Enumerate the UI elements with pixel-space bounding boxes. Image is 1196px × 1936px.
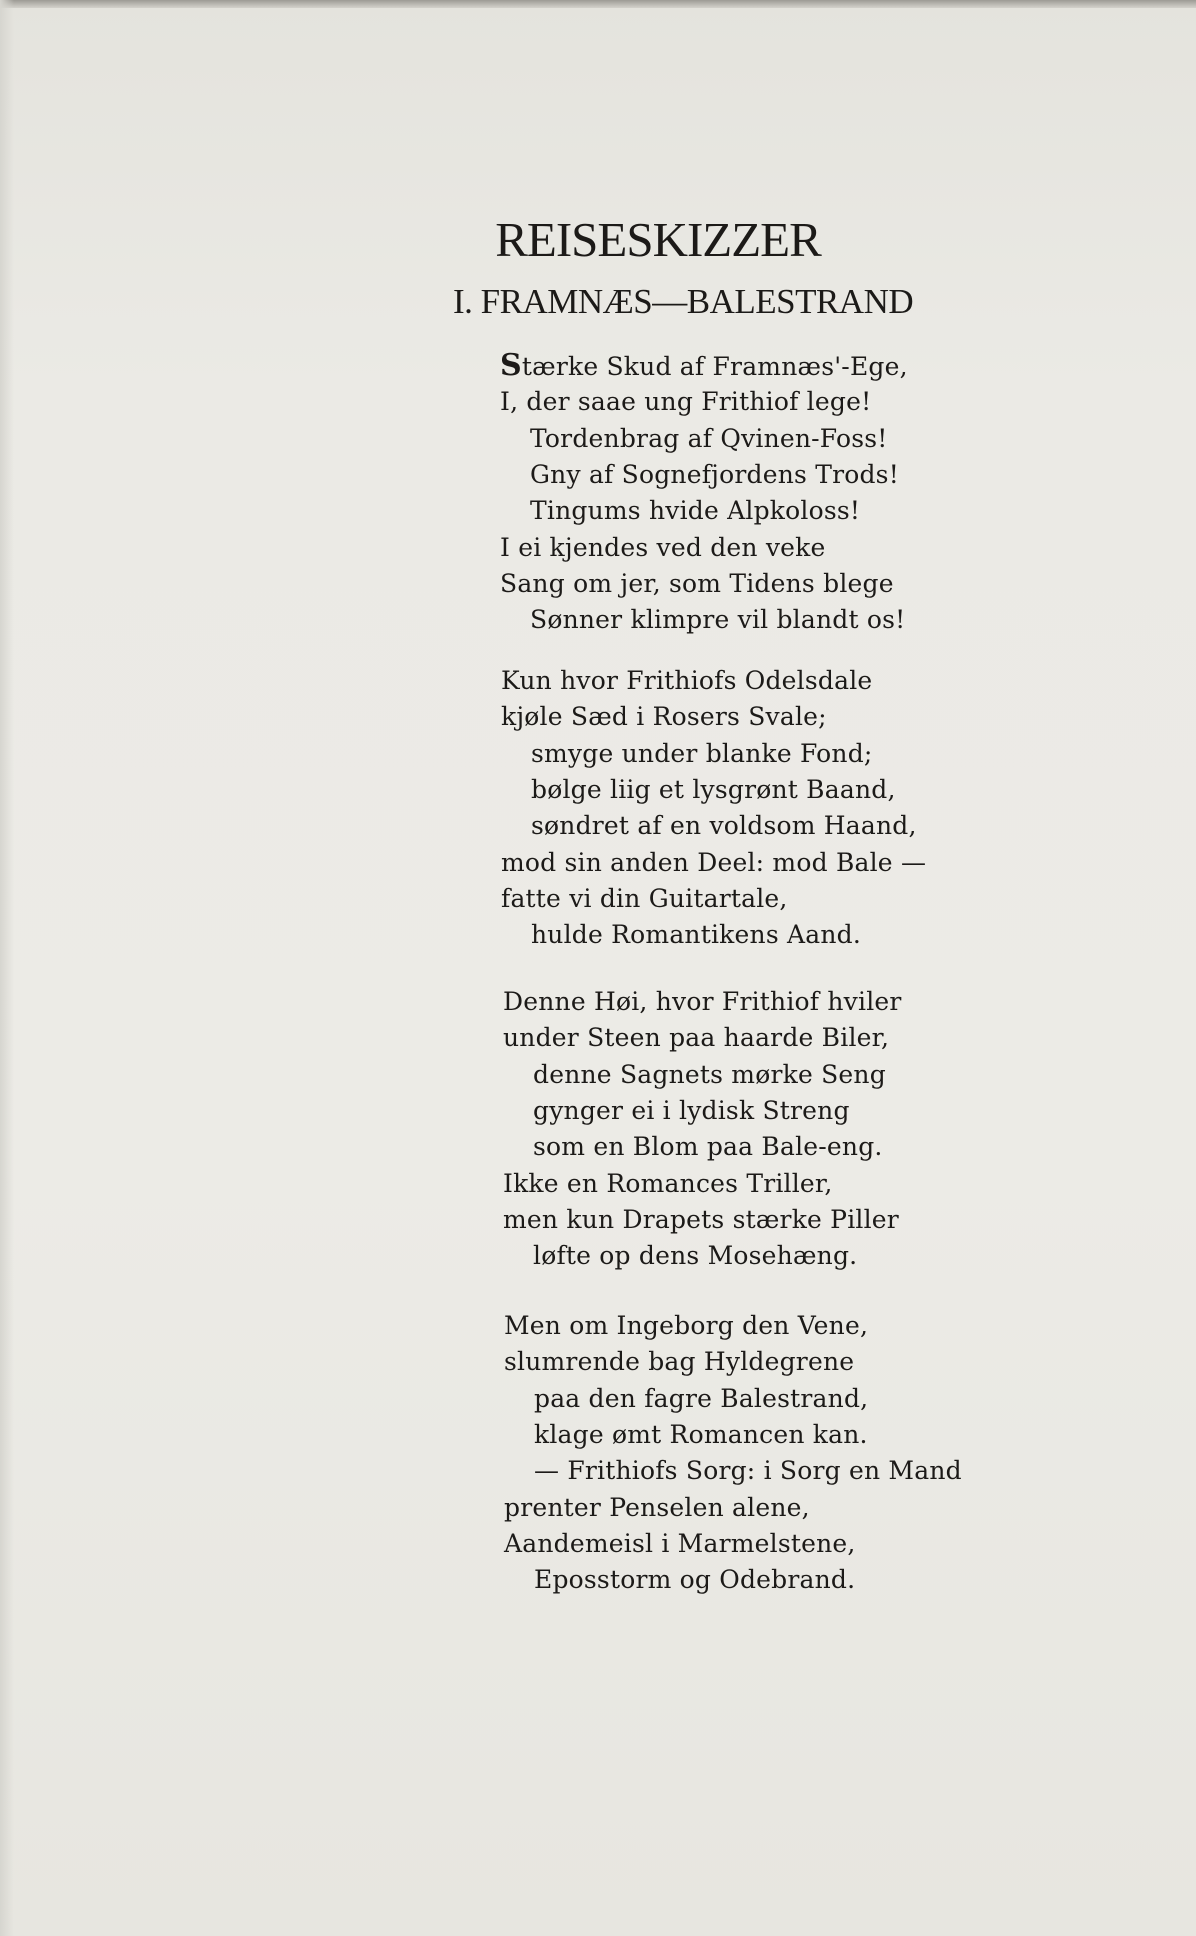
poem-line [531, 738, 873, 770]
poem-line [501, 665, 872, 697]
poem-line-text: Tingums hvide Alpkoloss! [530, 496, 861, 526]
poem-line [500, 532, 826, 564]
poem-line [503, 1022, 889, 1054]
poem-line [501, 701, 827, 733]
poem-line-text: — Frithiofs Sorg: i Sorg en Mand [534, 1456, 962, 1486]
poem-line-text: prenter Penselen alene, [504, 1492, 810, 1522]
poem-line-text: Denne Høi, hvor Frithiof hviler [503, 987, 902, 1016]
poem-line [501, 847, 926, 879]
poem-line [503, 1168, 832, 1200]
page-left-shadow [0, 0, 14, 1936]
poem-line-text: Men om Ingeborg den Vene, [504, 1311, 869, 1340]
poem-line [530, 495, 860, 527]
poem-line [531, 774, 896, 806]
poem-line-text: Tordenbrag af Qvinen-Foss! [530, 423, 888, 453]
poem-line-text: men kun Drapets stærke Piller [503, 1204, 899, 1234]
poem-line-text: under Steen paa haarde Biler, [503, 1023, 890, 1053]
poem-line [504, 1310, 868, 1342]
poem-line [534, 1455, 962, 1487]
poem-line-text: Sønner klimpre vil blandt os! [530, 605, 906, 635]
poem-line-text: kjøle Sæd i Rosers Svale; [501, 702, 827, 732]
drop-initial: S [500, 348, 522, 383]
poem-title: REISESKIZZER [495, 212, 821, 267]
poem-line-text: Ikke en Romances Triller, [503, 1168, 833, 1198]
poem-line-text: Sang om jer, som Tidens blege [500, 568, 894, 598]
poem-line [531, 919, 861, 951]
poem-line-text: Gny af Sognefjordens Trods! [530, 459, 899, 489]
poem-line [500, 568, 894, 600]
poem-line [503, 1204, 899, 1236]
poem-subtitle: I. FRAMNÆS—BALESTRAND [453, 282, 914, 321]
poem-line-text: klage ømt Romancen kan. [534, 1419, 868, 1449]
poem-line-text: paa den fagre Balestrand, [534, 1383, 869, 1413]
poem-line-text: Aandemeisl i Marmelstene, [504, 1528, 856, 1558]
poem-line-text: Kun hvor Frithiofs Odelsdale [501, 666, 873, 695]
poem-line [504, 1346, 854, 1378]
poem-line [531, 810, 917, 842]
poem-line-text: hulde Romantikens Aand. [531, 920, 862, 950]
poem-line-text: gynger ei i lydisk Streng [533, 1095, 850, 1125]
poem-line [533, 1131, 883, 1163]
poem-line-text: mod sin anden Deel: mod Bale — [501, 847, 927, 877]
poem-line [534, 1383, 868, 1415]
poem-line [500, 350, 908, 383]
poem-line [533, 1059, 886, 1091]
poem-line-text: fatte vi din Guitartale, [501, 883, 788, 913]
poem-line-text: Eposstorm og Odebrand. [534, 1565, 856, 1595]
poem-line-text: slumrende bag Hyldegrene [504, 1347, 855, 1377]
poem-line-text: denne Sagnets mørke Seng [533, 1059, 886, 1089]
poem-line [504, 1492, 810, 1524]
poem-line [500, 386, 871, 418]
poem-line [501, 883, 788, 915]
poem-line [533, 1095, 850, 1127]
poem-line [503, 986, 902, 1018]
poem-line-text: som en Blom paa Bale-eng. [533, 1132, 883, 1162]
poem-line [530, 604, 905, 636]
poem-line-text: tærke Skud af Framnæs'-Ege, [521, 352, 908, 381]
poem-line [534, 1419, 868, 1451]
poem-line-text: smyge under blanke Fond; [531, 738, 873, 768]
poem-line [530, 459, 899, 491]
poem-line [534, 1564, 855, 1596]
poem-line [533, 1240, 857, 1272]
page-top-edge [0, 0, 1196, 8]
poem-line-text: I ei kjendes ved den veke [500, 532, 826, 562]
poem-line [530, 423, 888, 455]
poem-line-text: bølge liig et lysgrønt Baand, [531, 774, 896, 804]
poem-line-text: løfte op dens Mosehæng. [533, 1241, 858, 1271]
poem-line [504, 1528, 856, 1560]
poem-line-text: søndret af en voldsom Haand, [531, 811, 917, 841]
poem-line-text: I, der saae ung Frithiof lege! [500, 387, 872, 417]
